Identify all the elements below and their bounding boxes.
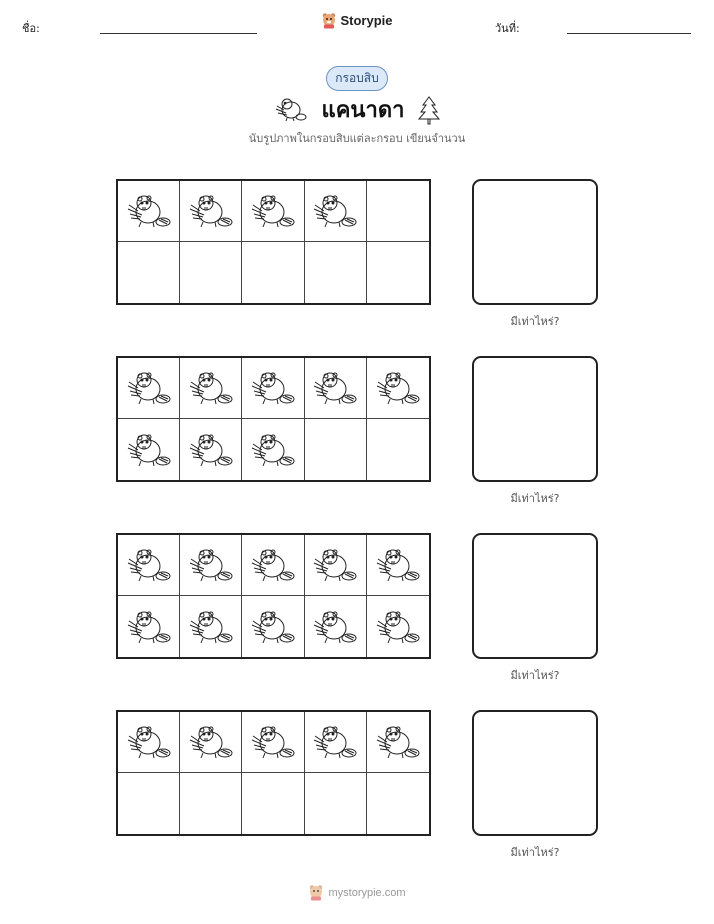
ten-frame-cell	[180, 242, 242, 303]
ten-frame-cell	[118, 181, 180, 242]
beaver-icon	[188, 607, 234, 647]
ten-frame-cell	[367, 242, 429, 303]
brand	[0, 12, 714, 33]
beaver-icon	[250, 607, 296, 647]
how-many-label: มีเท่าไหร่?	[510, 669, 560, 682]
ten-frame-cell	[118, 535, 180, 596]
beaver-icon	[375, 607, 421, 647]
ten-frame-cell	[118, 242, 180, 303]
ten-frame-cell	[367, 773, 429, 834]
storypie-logo-icon	[308, 884, 324, 901]
ten-frame-cell	[305, 535, 367, 596]
ten-frame-cell	[367, 181, 429, 242]
beaver-icon	[250, 545, 296, 585]
beaver-icon	[250, 722, 296, 762]
ten-frame-cell	[118, 358, 180, 419]
name-label: ชื่อ:	[22, 22, 40, 35]
ten-frame-cell	[118, 773, 180, 834]
ten-frame-cell	[305, 242, 367, 303]
ten-frame-cell	[305, 181, 367, 242]
beaver-icon	[375, 722, 421, 762]
ten-frame-cell	[180, 596, 242, 657]
ten-frame-cell	[118, 419, 180, 480]
how-many-label: มีเท่าไหร่?	[510, 846, 560, 859]
brand-name: Storypie	[340, 13, 393, 28]
ten-frame-cell	[242, 242, 304, 303]
beaver-icon	[274, 97, 308, 123]
pine-tree-icon	[418, 95, 440, 125]
ten-frame-cell	[242, 596, 304, 657]
ten-frame-cell	[305, 712, 367, 773]
ten-frame-cell	[367, 712, 429, 773]
ten-frame-cell	[367, 596, 429, 657]
beaver-icon	[312, 722, 358, 762]
beaver-icon	[312, 545, 358, 585]
ten-frame-cell	[118, 596, 180, 657]
beaver-icon	[250, 368, 296, 408]
answer-box[interactable]	[472, 533, 598, 659]
ten-frame-cell	[180, 181, 242, 242]
ten-frame	[116, 710, 431, 836]
title-row	[0, 92, 714, 127]
beaver-icon	[126, 607, 172, 647]
answer-box[interactable]	[472, 710, 598, 836]
ten-frame-cell	[180, 358, 242, 419]
ten-frame	[116, 356, 431, 482]
beaver-icon	[312, 368, 358, 408]
footer	[0, 884, 714, 905]
ten-frame-cell	[305, 596, 367, 657]
ten-frame	[116, 179, 431, 305]
beaver-icon	[188, 430, 234, 470]
ten-frame-cell	[367, 419, 429, 480]
storypie-logo-icon	[321, 12, 337, 29]
beaver-icon	[250, 430, 296, 470]
beaver-icon	[375, 545, 421, 585]
beaver-icon	[188, 191, 234, 231]
ten-frame-cell	[242, 535, 304, 596]
ten-frame-cell	[305, 773, 367, 834]
beaver-icon	[126, 191, 172, 231]
ten-frame-cell	[180, 419, 242, 480]
ten-frame-cell	[305, 419, 367, 480]
answer-box[interactable]	[472, 179, 598, 305]
beaver-icon	[188, 368, 234, 408]
ten-frame-cell	[242, 712, 304, 773]
beaver-icon	[188, 722, 234, 762]
ten-frame-cell	[305, 358, 367, 419]
ten-frame-cell	[242, 773, 304, 834]
ten-frame-cell	[242, 358, 304, 419]
ten-frame-cell	[180, 712, 242, 773]
page-title: แคนาดา	[321, 98, 405, 123]
ten-frame-cell	[118, 712, 180, 773]
how-many-label: มีเท่าไหร่?	[510, 315, 560, 328]
ten-frame-cell	[180, 535, 242, 596]
ten-frame	[116, 533, 431, 659]
how-many-label: มีเท่าไหร่?	[510, 492, 560, 505]
beaver-icon	[312, 191, 358, 231]
instructions: นับรูปภาพในกรอบสิบแต่ละกรอบ เขียนจำนวน	[248, 132, 466, 145]
ten-frame-cell	[180, 773, 242, 834]
ten-frame-cell	[242, 419, 304, 480]
footer-site[interactable]: mystorypie.com	[328, 886, 406, 899]
beaver-icon	[126, 430, 172, 470]
beaver-icon	[312, 607, 358, 647]
date-line[interactable]	[567, 33, 691, 34]
beaver-icon	[250, 191, 296, 231]
ten-frame-cell	[367, 535, 429, 596]
beaver-icon	[188, 545, 234, 585]
topic-badge: กรอบสิบ	[326, 66, 388, 91]
beaver-icon	[126, 722, 172, 762]
beaver-icon	[126, 545, 172, 585]
date-label: วันที่:	[495, 22, 520, 35]
name-line[interactable]	[100, 33, 257, 34]
answer-box[interactable]	[472, 356, 598, 482]
beaver-icon	[375, 368, 421, 408]
ten-frame-cell	[367, 358, 429, 419]
beaver-icon	[126, 368, 172, 408]
ten-frame-cell	[242, 181, 304, 242]
